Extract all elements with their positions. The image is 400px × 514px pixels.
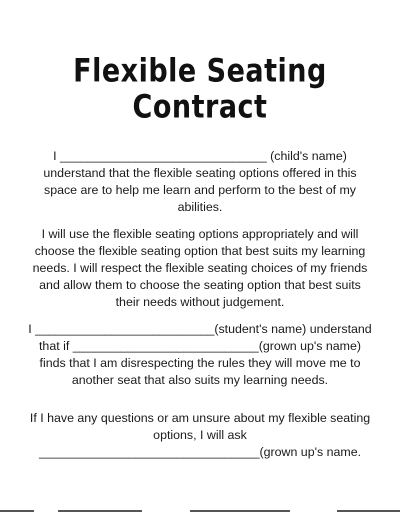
paragraph-student-name: I __________________________(student's name) understand that if ___________________________(grown up's name) finds that I am disrespecting the rules they will move me to another seat that also suits my learning needs.: [28, 322, 372, 387]
signature-line-1: [0, 510, 34, 512]
signature-line-2: [58, 510, 142, 512]
paragraph-use-appropriately: I will use the flexible seating options appropriately and will choose the flexible seating option that best suits my learning needs. I will respect the flexible seating choices of my friends and allow them to choose the seating option that best suits their needs without judgement.: [32, 227, 368, 309]
contract-title-line-1: Flexible Seating: [73, 53, 327, 90]
paragraph-child-name: I ______________________________ (child's name) understand that the flexible seating options offered in this space are to help me learn and perform to the best of my abilities.: [43, 149, 357, 214]
contract-title-line-2: Contract: [132, 89, 268, 126]
signature-line-4: [337, 510, 400, 512]
signature-line-3: [190, 510, 290, 512]
paragraph-questions: If I have any questions or am unsure about my flexible seating options, I will ask ________________________________(grown up's name.: [29, 411, 371, 459]
